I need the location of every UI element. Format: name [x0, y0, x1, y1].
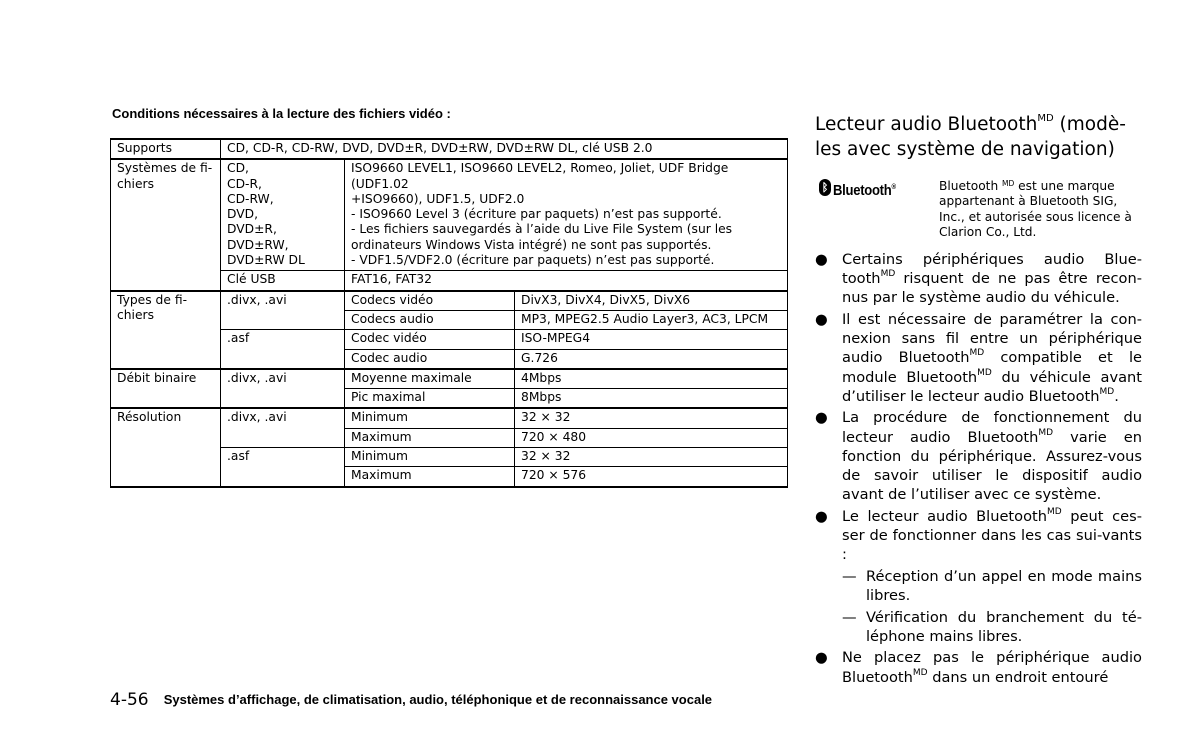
cell-key: Maximum [345, 467, 515, 487]
bluetooth-wordmark: Bluetooth [833, 183, 892, 199]
list-item: ● Il est nécessaire de paramétrer la con-nexion sans fil entre un périphérique audio Bluetooth$^{MD}$ compatible et le module Bluetooth$^{MD}$ du véhicule avant d’utiliser le lecteur audio Bluetooth$^{MD}$. [815, 311, 1142, 405]
footer-title: Systèmes d’affichage, de climatisation, audio, téléphonique et de reconnaissance vocale [163, 692, 713, 707]
table-row [111, 408, 788, 428]
right-column [815, 106, 1142, 689]
sub-item: — Vérification du branchement du té-léphone mains libres. [842, 608, 1142, 645]
bullet-list [815, 250, 1142, 687]
resolution-ext-divx: .divx, .avi [221, 408, 345, 447]
filesystem-media: CD, CD-R, CD-RW, DVD, DVD±R, DVD±RW, DVD±RW DL [221, 159, 345, 271]
cell-value: ISO-MPEG4 [515, 330, 788, 349]
page-footer [110, 689, 712, 710]
filesystem-label: Systèmes de fi- chiers [111, 159, 221, 290]
cell-key: Codecs audio [345, 310, 515, 329]
types-ext-asf: .asf [221, 330, 345, 369]
types-ext-divx: .divx, .avi [221, 291, 345, 330]
bluetooth-trademark-block [815, 176, 1142, 250]
supports-value: CD, CD-R, CD-RW, DVD, DVD±R, DVD±RW, DVD±RW DL, clé USB 2.0 [221, 139, 788, 159]
trademark-note: Bluetooth $^{MD}$ est une marque appartenant à Bluetooth SIG, Inc., et autorisée sous licence à Clarion Co., Ltd. [939, 179, 1132, 240]
cell-key: Moyenne maximale [345, 369, 515, 389]
video-requirements-table [110, 138, 788, 488]
filesystem-media-desc: ISO9660 LEVEL1, ISO9660 LEVEL2, Romeo, Joliet, UDF Bridge (UDF1.02 +ISO9660), UDF1.5, UDF2.0 - ISO9660 Level 3 (écriture par paquets) n’est pas supporté. - Les fichiers sauvegardés à l’aide du Live File System (sur les ordinateurs Windows Vista intégré) ne sont pas supportés. - VDF1.5/VDF2.0 (écriture par paquets) n’est pas supporté. [345, 159, 788, 271]
bitrate-label: Débit binaire [111, 369, 221, 409]
cell-value: MP3, MPEG2.5 Audio Layer3, AC3, LPCM [515, 310, 788, 329]
cell-value: 720 × 576 [515, 467, 788, 487]
cell-key: Minimum [345, 408, 515, 428]
cell-value: 4Mbps [515, 369, 788, 389]
left-column [110, 106, 788, 488]
cell-key: Codecs vidéo [345, 291, 515, 311]
cell-value: DivX3, DivX4, DivX5, DivX6 [515, 291, 788, 311]
list-item: ● Le lecteur audio Bluetooth$^{MD}$ peut ces-ser de fonctionner dans les cas sui-vants : — Réception d’un appel en mode mains libres. — Vérification du branchement du té-léphone mains libres. [815, 506, 1142, 645]
bluetooth-logo: ᛒ Bluetooth® [819, 178, 911, 198]
cell-key: Codec vidéo [345, 330, 515, 349]
sub-item: — Réception d’un appel en mode mains libres. [842, 567, 1142, 605]
cell-key: Pic maximal [345, 389, 515, 409]
section-title: Lecteur audio Bluetooth$^{MD}$ (modè- les avec système de navigation) [815, 113, 1126, 160]
filesystem-usb-value: FAT16, FAT32 [345, 271, 788, 291]
bluetooth-icon: ᛒ [819, 179, 831, 196]
cell-value: 32 × 32 [515, 408, 788, 428]
list-item: ● Ne placez pas le périphérique audio Bluetooth$^{MD}$ dans un endroit entouré [815, 649, 1142, 686]
list-item: ● Certains périphériques audio Blue-tooth$^{MD}$ risquent de ne pas être recon-nus par le système audio du véhicule. [815, 251, 1142, 307]
cell-key: Codec audio [345, 349, 515, 369]
cell-value: 720 × 480 [515, 428, 788, 447]
table-row [111, 139, 788, 159]
cell-value: 8Mbps [515, 389, 788, 409]
bitrate-ext: .divx, .avi [221, 369, 345, 409]
cell-value: 32 × 32 [515, 448, 788, 467]
page-number: 4-56 [110, 690, 149, 710]
table-row [111, 159, 788, 271]
supports-label: Supports [111, 139, 221, 159]
types-label: Types de fi- chiers [111, 291, 221, 369]
cell-key: Maximum [345, 428, 515, 447]
table-row [111, 291, 788, 311]
resolution-label: Résolution [111, 408, 221, 486]
cell-key: Minimum [345, 448, 515, 467]
resolution-ext-asf: .asf [221, 448, 345, 487]
table-heading: Conditions nécessaires à la lecture des fichiers vidéo : [112, 106, 451, 121]
cell-value: G.726 [515, 349, 788, 369]
table-row [111, 369, 788, 389]
list-item: ● La procédure de fonctionnement du lecteur audio Bluetooth$^{MD}$ varie en fonction du périphérique. Assurez-vous de savoir utiliser le dispositif audio avant de l’utiliser avec ce système. [815, 409, 1142, 504]
filesystem-usb-label: Clé USB [221, 271, 345, 291]
